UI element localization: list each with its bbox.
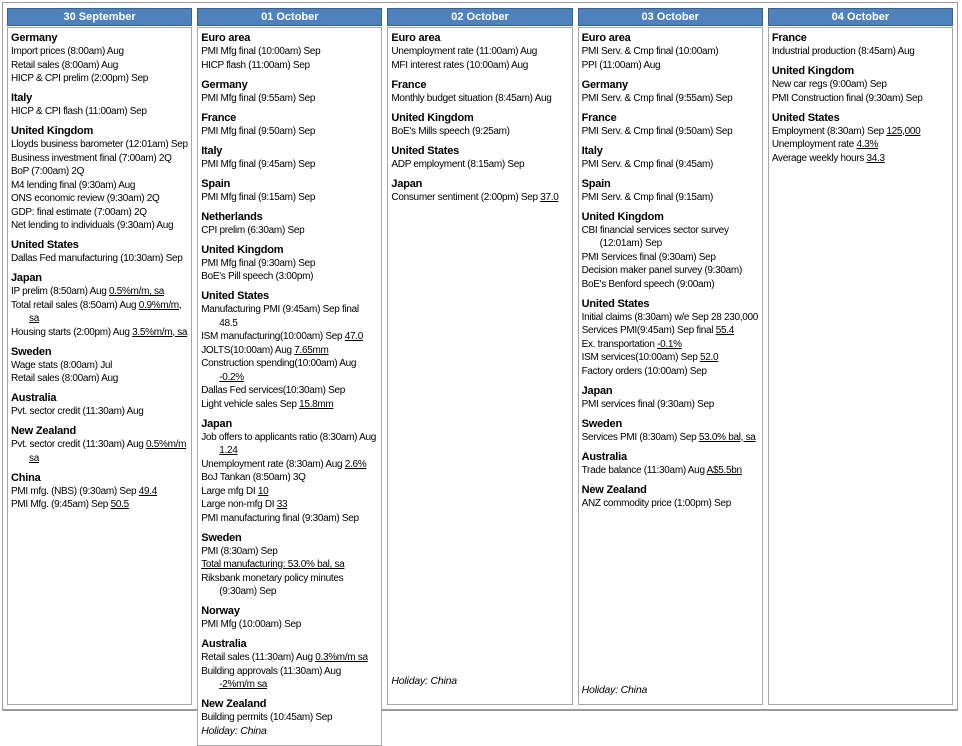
- country-heading: Sweden: [201, 531, 242, 544]
- event-item: [201, 398, 378, 412]
- event-text: Riksbank monetary policy minutes (9:30am) Sep: [201, 572, 344, 597]
- country-section: [11, 31, 188, 86]
- event-item: [582, 224, 759, 251]
- event-text: ONS economic review (9:30am) 2Q: [11, 193, 160, 204]
- event-item: [201, 711, 378, 725]
- event-item: [201, 545, 378, 559]
- event-text: Large mfg DI: [201, 485, 258, 497]
- event-item: [201, 191, 378, 205]
- country-heading: China: [11, 471, 41, 484]
- event-item: [582, 398, 759, 412]
- country-section: [582, 78, 759, 106]
- country-heading: Australia: [11, 392, 57, 404]
- event-text: Services PMI(9:45am) Sep final: [581, 325, 716, 336]
- event-text: CBI financial services sector survey (12:01am) Sep: [581, 224, 729, 249]
- event-text: Employment (8:30am) Sep: [771, 125, 887, 137]
- event-text: Building permits (10:45am) Sep: [201, 712, 333, 723]
- country-heading: Germany: [11, 32, 58, 44]
- event-text: BoE's Benford speech (9:00am): [581, 278, 715, 290]
- country-section: [201, 417, 378, 526]
- event-text: PMI Construction final (9:30am) Sep: [771, 92, 923, 104]
- event-item: [391, 45, 568, 59]
- event-item: [772, 92, 949, 106]
- event-value-underlined: 47.0: [344, 331, 364, 342]
- event-text: Unemployment rate (11:00am) Aug: [391, 46, 537, 57]
- event-value-underlined: -2%m/m sa: [219, 679, 268, 690]
- country-section: [201, 243, 378, 284]
- day-column-2: [197, 8, 382, 737]
- event-item: [201, 651, 378, 665]
- country-heading: United States: [771, 111, 840, 124]
- holiday-note: Holiday: China: [391, 675, 457, 687]
- event-text: PPI (11:00am) Aug: [581, 59, 661, 71]
- event-text: CPI prelim (6:30am) Sep: [201, 224, 305, 236]
- event-text: IP prelim (8:50am) Aug: [11, 286, 109, 297]
- country-section: [11, 124, 188, 233]
- event-item: [11, 372, 188, 386]
- event-text: PMI Serv. & Cmp final (9:15am): [581, 191, 714, 203]
- country-section: [11, 471, 188, 512]
- event-item: [11, 299, 188, 326]
- event-item: [201, 665, 378, 692]
- event-item: [391, 59, 568, 73]
- country-heading: France: [771, 32, 807, 44]
- country-section: [582, 450, 759, 478]
- country-section: [201, 289, 378, 411]
- event-text: PMI Mfg final (10:00am) Sep: [201, 46, 321, 57]
- event-item: [772, 125, 949, 139]
- event-text: Dallas Fed services(10:30am) Sep: [201, 385, 346, 396]
- country-heading: United Kingdom: [391, 111, 474, 124]
- event-value-underlined: -0.1%: [657, 338, 682, 350]
- event-item: [772, 152, 949, 166]
- country-heading: Norway: [201, 605, 240, 617]
- event-value-underlined: 55.4: [715, 325, 734, 336]
- event-value-underlined: 53.0% bal, sa: [698, 431, 756, 443]
- event-item: [582, 311, 759, 325]
- event-text: PMI manufacturing final (9:30am) Sep: [201, 512, 359, 524]
- event-item: [11, 438, 188, 465]
- country-section: [11, 424, 188, 465]
- event-text: Dallas Fed manufacturing (10:30am) Sep: [11, 253, 183, 264]
- country-heading: Germany: [581, 78, 628, 91]
- event-item: [11, 192, 188, 206]
- country-heading: United States: [581, 297, 650, 310]
- event-item: [201, 558, 378, 572]
- event-item: [11, 72, 188, 86]
- event-value-underlined: 2.6%: [344, 458, 367, 470]
- event-text: ISM services(10:00am) Sep: [581, 352, 700, 363]
- event-text: Construction spending(10:00am) Aug: [201, 358, 357, 369]
- event-text: PMI (8:30am) Sep: [201, 545, 278, 557]
- event-text: PMI Mfg final (9:50am) Sep: [201, 125, 316, 137]
- event-item: [582, 251, 759, 265]
- country-heading: United Kingdom: [11, 125, 94, 137]
- event-text: Building approvals (11:30am) Aug: [201, 665, 341, 677]
- country-heading: Germany: [201, 78, 248, 91]
- event-text: HICP & CPI flash (11:00am) Sep: [11, 106, 147, 117]
- event-value-underlined: 0.5%m/m, sa: [108, 286, 165, 297]
- event-text: HICP flash (11:00am) Sep: [201, 59, 310, 71]
- country-section: [582, 111, 759, 139]
- country-section: [201, 111, 378, 139]
- country-heading: Italy: [581, 144, 603, 157]
- event-item: [582, 431, 759, 445]
- country-section: [201, 31, 378, 72]
- event-text: Large non-mfg DI: [201, 499, 277, 510]
- event-text: Job offers to applicants ratio (8:30am) Aug: [201, 431, 377, 443]
- event-text: PMI Services final (9:30am) Sep: [581, 251, 716, 263]
- event-item: [201, 158, 378, 172]
- country-section: [582, 144, 759, 172]
- country-heading: United Kingdom: [201, 243, 284, 256]
- event-text: Import prices (8:00am) Aug: [11, 46, 124, 57]
- day-column-1: [7, 8, 192, 705]
- event-text: Retail sales (8:00am) Aug: [11, 373, 119, 384]
- country-section: [11, 391, 188, 419]
- event-text: Pvt. sector credit (11:30am) Aug: [11, 439, 146, 450]
- event-item: [582, 464, 759, 478]
- event-text: PMI Serv. & Cmp final (9:50am) Sep: [581, 125, 733, 137]
- event-item: [11, 485, 188, 499]
- day-events: [387, 27, 572, 705]
- country-heading: United States: [201, 290, 269, 302]
- event-text: Retail sales (11:30am) Aug: [201, 652, 316, 663]
- country-section: [582, 417, 759, 445]
- country-section: [582, 31, 759, 72]
- event-item: [201, 270, 378, 284]
- country-heading: Sweden: [581, 417, 622, 430]
- country-section: [772, 111, 949, 166]
- event-item: [391, 92, 568, 106]
- event-item: [582, 125, 759, 139]
- date-header: 03 October: [578, 8, 763, 26]
- event-value-underlined: 0.3%m/m sa: [315, 652, 368, 663]
- event-text: Ex. transportation: [581, 338, 658, 350]
- event-item: [582, 365, 759, 379]
- event-text: PMI Mfg final (9:15am) Sep: [201, 191, 316, 203]
- event-item: [11, 498, 188, 512]
- country-heading: Japan: [391, 177, 423, 190]
- country-heading: New Zealand: [581, 483, 647, 496]
- event-item: [582, 278, 759, 292]
- event-text: Manufacturing PMI (9:45am) Sep final 48.5: [201, 304, 359, 329]
- event-value-underlined: 15.8mm: [299, 398, 334, 410]
- country-section: [391, 177, 568, 205]
- event-value-underlined: 1.24: [219, 445, 238, 456]
- event-text: Initial claims (8:30am) w/e Sep 28 230,000: [581, 311, 758, 323]
- country-heading: Euro area: [581, 32, 631, 44]
- event-text: BoP (7:00am) 2Q: [11, 166, 85, 177]
- event-item: [772, 78, 949, 92]
- event-text: PMI Serv. & Cmp final (10:00am): [581, 46, 719, 57]
- event-item: [11, 285, 188, 299]
- day-column-5: [768, 8, 953, 705]
- event-text: Unemployment rate (8:30am) Aug: [201, 458, 345, 470]
- event-item: [582, 158, 759, 172]
- event-text: Total retail sales (8:50am) Aug: [11, 299, 139, 311]
- event-text: New car regs (9:00am) Sep: [771, 79, 887, 90]
- event-value-underlined: 52.0: [699, 352, 719, 363]
- event-item: [201, 257, 378, 271]
- country-section: [391, 78, 568, 106]
- day-column-3: [387, 8, 572, 705]
- country-section: [582, 210, 759, 292]
- event-value-underlined: 3.5%m/m, sa: [132, 326, 188, 338]
- event-item: [11, 326, 188, 340]
- event-text: Industrial production (8:45am) Aug: [771, 46, 915, 57]
- event-text: PMI Mfg final (9:55am) Sep: [201, 92, 316, 104]
- event-text: Consumer sentiment (2:00pm) Sep: [391, 191, 541, 203]
- country-section: [772, 64, 949, 105]
- event-item: [582, 45, 759, 59]
- event-item: [201, 572, 378, 599]
- event-text: BoJ Tankan (8:50am) 3Q: [201, 472, 306, 483]
- event-item: [11, 359, 188, 373]
- event-item: [11, 405, 188, 419]
- event-value-underlined: 10: [257, 485, 269, 497]
- event-item: [201, 498, 378, 512]
- event-text: Decision maker panel survey (9:30am): [581, 265, 742, 276]
- country-heading: Spain: [581, 177, 611, 190]
- country-section: [201, 210, 378, 238]
- event-item: [11, 219, 188, 233]
- country-heading: France: [391, 78, 427, 91]
- country-section: [11, 345, 188, 386]
- event-item: [11, 165, 188, 179]
- event-item: [201, 357, 378, 384]
- country-heading: Netherlands: [201, 210, 263, 223]
- day-events: [768, 27, 953, 705]
- country-section: [201, 177, 378, 205]
- country-heading: United States: [11, 239, 79, 251]
- event-text: Lloyds business barometer (12:01am) Sep: [11, 139, 188, 150]
- country-section: [201, 697, 378, 725]
- day-events: [7, 27, 192, 705]
- event-value-underlined: 7.65mm: [294, 344, 329, 356]
- event-item: [201, 45, 378, 59]
- country-section: [391, 111, 568, 139]
- country-heading: New Zealand: [11, 425, 77, 437]
- event-text: M4 lending final (9:30am) Aug: [11, 179, 136, 191]
- event-value-underlined: 0.9%m/m, sa: [29, 299, 182, 324]
- country-section: [11, 238, 188, 266]
- event-value-underlined: 37.0: [540, 191, 559, 203]
- event-text: Factory orders (10:00am) Sep: [581, 365, 707, 377]
- day-column-4: [578, 8, 763, 705]
- country-section: [201, 78, 378, 106]
- event-value-underlined: 49.4: [138, 485, 158, 497]
- event-item: [391, 191, 568, 205]
- event-text: Services PMI (8:30am) Sep: [581, 431, 699, 443]
- event-value-underlined: 125,000: [886, 125, 921, 137]
- date-header: 02 October: [387, 8, 572, 26]
- event-item: [11, 206, 188, 220]
- event-text: JOLTS(10:00am) Aug: [201, 344, 295, 356]
- event-value-underlined: 0.5%m/m sa: [29, 439, 187, 464]
- event-item: [391, 158, 568, 172]
- country-heading: United States: [391, 144, 460, 157]
- event-text: BoE's Pill speech (3:00pm): [201, 271, 314, 282]
- event-text: ADP employment (8:15am) Sep: [391, 158, 525, 170]
- event-item: [582, 191, 759, 205]
- event-item: [201, 125, 378, 139]
- event-item: [11, 252, 188, 266]
- country-heading: Italy: [201, 144, 223, 157]
- event-item: [201, 618, 378, 632]
- country-heading: Japan: [201, 417, 232, 430]
- event-text: PMI services final (9:30am) Sep: [581, 398, 715, 410]
- country-heading: Euro area: [201, 32, 251, 44]
- calendar-table: [2, 2, 958, 737]
- event-text: ISM manufacturing(10:00am) Sep: [201, 331, 345, 342]
- event-text: Trade balance (11:30am) Aug: [581, 464, 707, 476]
- country-heading: Spain: [201, 177, 231, 190]
- event-value-underlined: A$5.5bn: [706, 464, 742, 476]
- country-section: [201, 144, 378, 172]
- country-section: [11, 91, 188, 119]
- event-text: PMI Mfg final (9:30am) Sep: [201, 257, 316, 269]
- event-item: [201, 330, 378, 344]
- event-value-underlined: 50.5: [110, 499, 129, 510]
- event-text: Light vehicle sales Sep: [201, 398, 300, 410]
- event-item: [582, 338, 759, 352]
- event-text: Housing starts (2:00pm) Aug: [11, 326, 133, 338]
- event-item: [582, 59, 759, 73]
- event-item: [201, 471, 378, 485]
- event-text: GDP: final estimate (7:00am) 2Q: [11, 206, 147, 218]
- event-item: [11, 179, 188, 193]
- country-heading: Japan: [581, 384, 613, 397]
- event-item: [201, 303, 378, 330]
- event-item: [582, 497, 759, 511]
- event-item: [772, 138, 949, 152]
- event-text: Wage stats (8:00am) Jul: [11, 359, 113, 371]
- country-section: [391, 31, 568, 72]
- country-heading: France: [581, 111, 617, 124]
- event-item: [201, 344, 378, 358]
- event-value-underlined: Total manufacturing: 53.0% bal, sa: [201, 559, 345, 570]
- event-item: [201, 512, 378, 526]
- country-heading: Australia: [581, 450, 627, 463]
- event-value-underlined: 34.3: [866, 152, 885, 164]
- event-item: [201, 384, 378, 398]
- event-text: Net lending to individuals (9:30am) Aug: [11, 220, 174, 231]
- event-text: Average weekly hours: [771, 152, 867, 164]
- country-heading: Japan: [11, 272, 42, 284]
- country-section: [201, 531, 378, 599]
- country-section: [582, 483, 759, 511]
- event-item: [201, 485, 378, 499]
- event-item: [582, 264, 759, 278]
- country-section: [582, 384, 759, 412]
- date-header: 30 September: [7, 8, 192, 26]
- event-text: Unemployment rate: [771, 139, 857, 150]
- event-value-underlined: 4.3%: [856, 139, 879, 150]
- event-item: [201, 59, 378, 73]
- event-item: [11, 152, 188, 166]
- event-text: ANZ commodity price (1:00pm) Sep: [581, 497, 731, 509]
- event-text: PMI Serv. & Cmp final (9:55am) Sep: [581, 92, 733, 104]
- country-section: [582, 177, 759, 205]
- country-section: [772, 31, 949, 59]
- country-heading: Italy: [11, 92, 33, 104]
- event-item: [582, 92, 759, 106]
- event-text: PMI mfg. (NBS) (9:30am) Sep: [11, 485, 139, 497]
- event-item: [11, 45, 188, 59]
- event-item: [772, 45, 949, 59]
- country-section: [201, 637, 378, 692]
- event-text: HICP & CPI prelim (2:00pm) Sep: [11, 73, 148, 84]
- holiday-note: Holiday: China: [581, 684, 648, 696]
- event-text: BoE's Mills speech (9:25am): [391, 125, 510, 137]
- event-text: MFI interest rates (10:00am) Aug: [391, 59, 528, 71]
- country-heading: New Zealand: [201, 698, 267, 710]
- date-header: 01 October: [197, 8, 382, 26]
- date-header: 04 October: [768, 8, 953, 26]
- country-heading: France: [201, 111, 237, 124]
- country-heading: Australia: [201, 638, 247, 650]
- country-heading: Euro area: [391, 32, 441, 44]
- event-text: Retail sales (8:00am) Aug: [11, 59, 119, 71]
- country-section: [11, 271, 188, 339]
- event-text: PMI Serv. & Cmp final (9:45am): [581, 158, 714, 170]
- event-value-underlined: -0.2%: [219, 371, 244, 383]
- country-section: [201, 604, 378, 632]
- country-section: [391, 144, 568, 172]
- event-text: Business investment final (7:00am) 2Q: [11, 152, 172, 164]
- country-heading: Sweden: [11, 345, 52, 358]
- event-item: [11, 138, 188, 152]
- event-value-underlined: 33: [276, 499, 288, 510]
- event-item: [391, 125, 568, 139]
- event-item: [582, 351, 759, 365]
- country-heading: United Kingdom: [581, 210, 664, 223]
- event-text: PMI Mfg. (9:45am) Sep: [11, 499, 111, 510]
- day-events: [197, 27, 382, 746]
- event-item: [201, 224, 378, 238]
- country-section: [582, 297, 759, 379]
- event-item: [11, 105, 188, 119]
- event-item: [582, 324, 759, 338]
- event-text: Pvt. sector credit (11:30am) Aug: [11, 406, 144, 417]
- event-item: [201, 458, 378, 472]
- day-events: [578, 27, 763, 705]
- country-heading: United Kingdom: [771, 65, 854, 77]
- event-text: PMI Mfg final (9:45am) Sep: [201, 158, 316, 170]
- event-text: PMI Mfg (10:00am) Sep: [201, 619, 302, 630]
- holiday-note: Holiday: China: [201, 724, 267, 737]
- event-text: Monthly budget situation (8:45am) Aug: [391, 92, 552, 104]
- event-item: [201, 92, 378, 106]
- event-item: [11, 59, 188, 73]
- event-item: [201, 431, 378, 458]
